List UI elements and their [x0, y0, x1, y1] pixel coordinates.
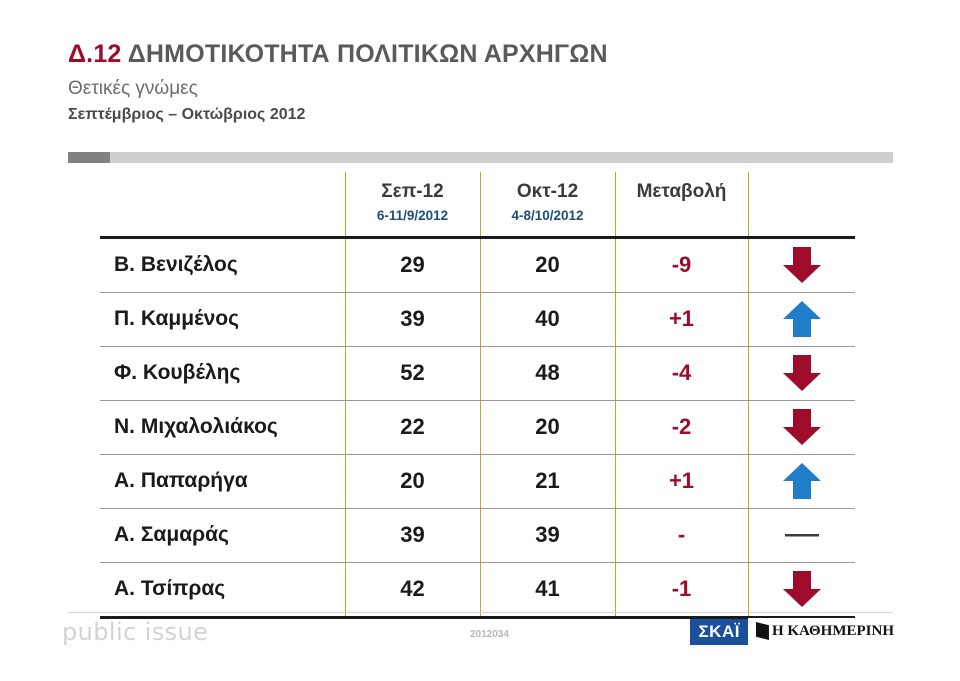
row-trend-cell	[748, 562, 855, 617]
row-oct-value: 41	[480, 562, 615, 617]
page-title	[68, 40, 898, 69]
row-sep-value: 39	[345, 508, 480, 562]
arrow-up-icon	[749, 293, 856, 346]
row-sep-value: 39	[345, 292, 480, 346]
arrow-up-icon	[749, 455, 856, 508]
column-header-oct12-label: Οκτ-12	[516, 181, 579, 202]
slide-header	[68, 40, 898, 124]
row-oct-value: 48	[480, 346, 615, 400]
row-sep-value: 52	[345, 346, 480, 400]
table-row	[100, 292, 855, 346]
row-sep-value: 29	[345, 237, 480, 292]
publisher-brand: public issue	[62, 618, 209, 646]
arrow-down-icon	[749, 239, 856, 292]
row-change-value: -1	[615, 562, 748, 617]
column-header-trend	[748, 172, 855, 237]
table-row	[100, 237, 855, 292]
row-change-value: -2	[615, 400, 748, 454]
row-name: Α. Σαμαράς	[100, 508, 345, 562]
row-oct-value: 40	[480, 292, 615, 346]
row-name: Ν. Μιχαλολιάκος	[100, 400, 345, 454]
row-change-value: -9	[615, 237, 748, 292]
table-header-row	[100, 172, 855, 237]
row-oct-value: 21	[480, 454, 615, 508]
arrow-down-icon	[749, 401, 856, 454]
kathimerini-logo	[748, 618, 898, 645]
column-header-oct12	[480, 172, 615, 237]
arrow-flat-icon	[749, 509, 856, 562]
row-change-value: -	[615, 508, 748, 562]
title-code: Δ.12	[68, 40, 122, 68]
table-row	[100, 562, 855, 617]
row-name: Α. Τσίπρας	[100, 562, 345, 617]
column-header-oct12-dates: 4-8/10/2012	[511, 207, 584, 223]
divider-light-segment	[110, 152, 893, 163]
table-body	[100, 237, 855, 617]
table-row	[100, 454, 855, 508]
arrow-down-icon	[749, 347, 856, 400]
row-oct-value: 39	[480, 508, 615, 562]
subtitle: Θετικές γνώμες	[68, 78, 198, 99]
kathimerini-logo-label: Η ΚΑΘΗΜΕΡΙΝΗ	[771, 622, 894, 639]
row-trend-cell	[748, 508, 855, 562]
column-header-change-label: Μεταβολή	[636, 181, 727, 203]
row-oct-value: 20	[480, 400, 615, 454]
table-row	[100, 508, 855, 562]
header-divider-bar	[68, 152, 893, 163]
survey-code: 2012034	[470, 629, 509, 640]
row-trend-cell	[748, 346, 855, 400]
column-header-sep12	[345, 172, 480, 237]
column-header-name	[100, 172, 345, 237]
skai-logo: ΣΚΑΪ	[690, 619, 747, 645]
title-text: ΔΗΜΟΤΙΚΟΤΗΤΑ ΠΟΛΙΤΙΚΩΝ ΑΡΧΗΓΩΝ	[127, 40, 608, 68]
row-trend-cell	[748, 454, 855, 508]
row-name: Π. Καμμένος	[100, 292, 345, 346]
row-change-value: +1	[615, 454, 748, 508]
date-range: Σεπτέμβριος – Οκτώβριος 2012	[68, 106, 306, 123]
table-header	[100, 172, 855, 237]
column-header-trend-label	[749, 204, 856, 224]
column-header-sep12-dates: 6-11/9/2012	[376, 207, 449, 223]
row-trend-cell	[748, 237, 855, 292]
row-change-value: +1	[615, 292, 748, 346]
table-row	[100, 346, 855, 400]
row-oct-value: 20	[480, 237, 615, 292]
arrow-down-icon	[749, 563, 856, 616]
row-name: Φ. Κουβέλης	[100, 346, 345, 400]
column-header-sep12-label: Σεπ-12	[381, 181, 444, 202]
divider-dark-segment	[68, 152, 110, 163]
row-trend-cell	[748, 400, 855, 454]
row-name: Α. Παπαρήγα	[100, 454, 345, 508]
poll-table	[100, 172, 855, 619]
footer-logos	[690, 618, 898, 645]
column-header-change	[615, 172, 748, 237]
row-name: Β. Βενιζέλος	[100, 237, 345, 292]
row-sep-value: 22	[345, 400, 480, 454]
row-change-value: -4	[615, 346, 748, 400]
poll-table-container	[100, 172, 855, 619]
kathimerini-mark-icon	[756, 622, 769, 640]
table-row	[100, 400, 855, 454]
row-sep-value: 42	[345, 562, 480, 617]
row-sep-value: 20	[345, 454, 480, 508]
row-trend-cell	[748, 292, 855, 346]
footer-divider	[68, 612, 893, 613]
